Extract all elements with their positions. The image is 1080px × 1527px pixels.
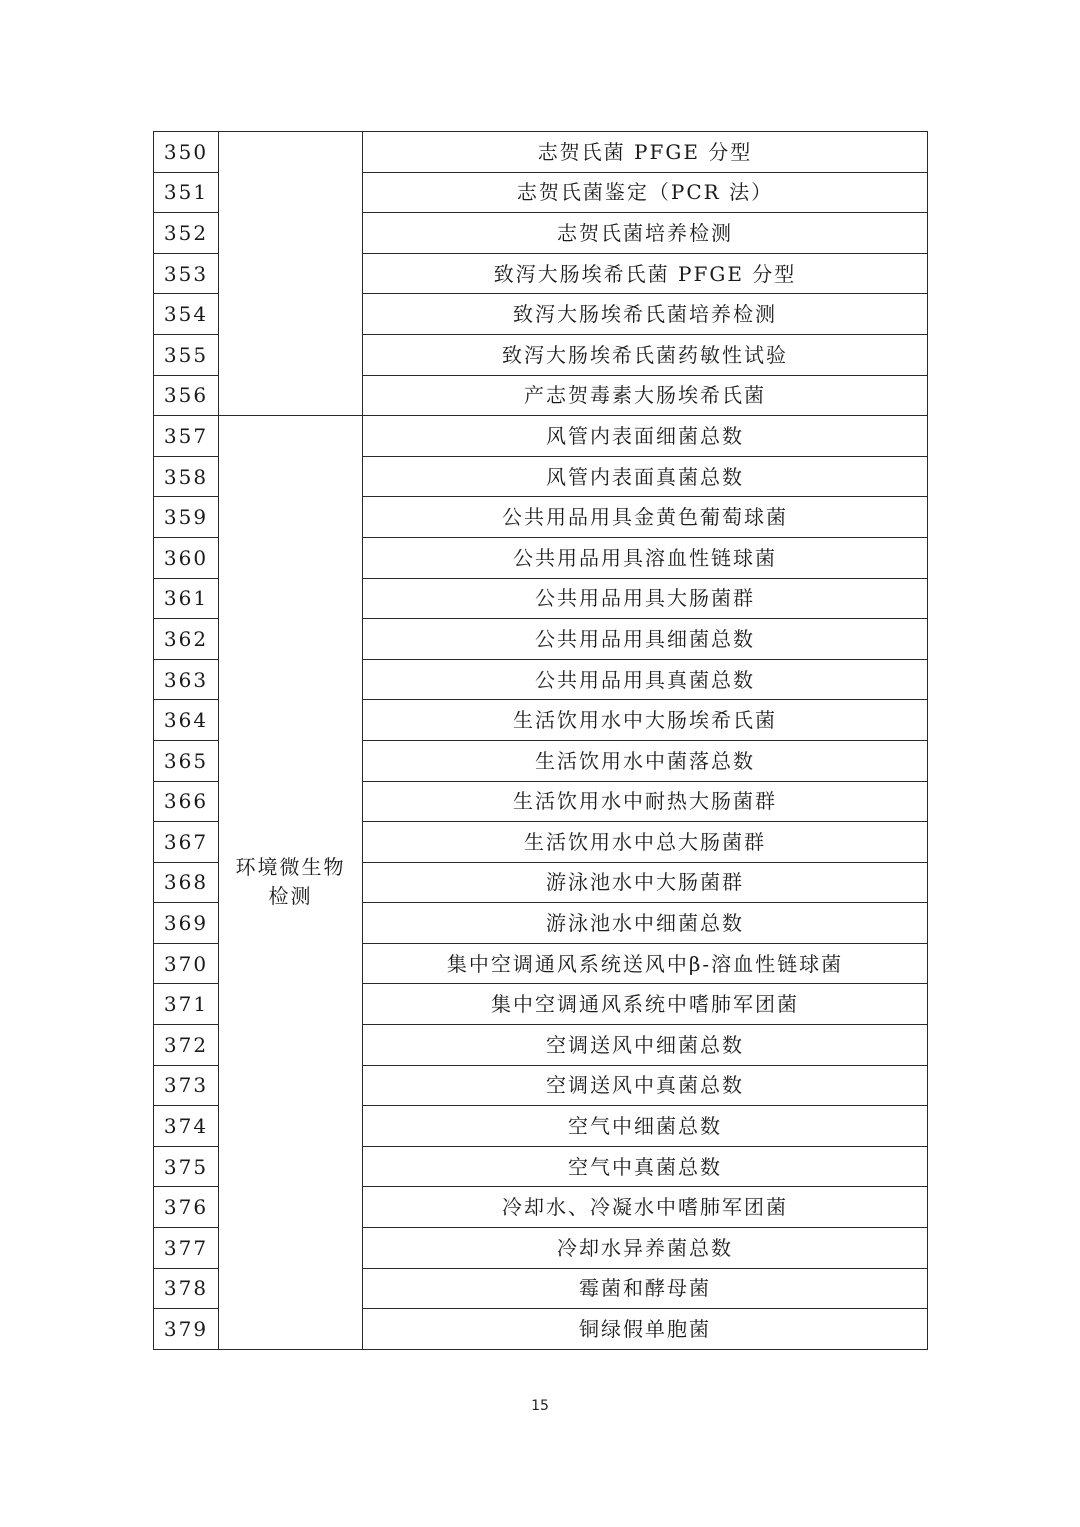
- item-name: 游泳池水中细菌总数: [363, 903, 928, 944]
- category-cell: [219, 416, 363, 1350]
- item-name: 空气中细菌总数: [363, 1106, 928, 1147]
- row-number: 363: [154, 659, 219, 700]
- row-number: 370: [154, 943, 219, 984]
- row-number: 367: [154, 822, 219, 863]
- row-number: 353: [154, 253, 219, 294]
- item-name: 志贺氏菌培养检测: [363, 213, 928, 254]
- table-row: [154, 132, 928, 173]
- row-number: 351: [154, 172, 219, 213]
- row-number: 358: [154, 456, 219, 497]
- item-name: 风管内表面真菌总数: [363, 456, 928, 497]
- row-number: 377: [154, 1228, 219, 1269]
- item-name: 集中空调通风系统中嗜肺军团菌: [363, 984, 928, 1025]
- row-number: 354: [154, 294, 219, 335]
- row-number: 350: [154, 132, 219, 173]
- item-name: 公共用品用具真菌总数: [363, 659, 928, 700]
- row-number: 362: [154, 619, 219, 660]
- item-name: 公共用品用具溶血性链球菌: [363, 537, 928, 578]
- row-number: 361: [154, 578, 219, 619]
- row-number: 372: [154, 1025, 219, 1066]
- row-number: 357: [154, 416, 219, 457]
- item-name: 冷却水、冷凝水中嗜肺军团菌: [363, 1187, 928, 1228]
- item-name: 致泻大肠埃希氏菌 PFGE 分型: [363, 253, 928, 294]
- item-name: 生活饮用水中大肠埃希氏菌: [363, 700, 928, 741]
- row-number: 375: [154, 1146, 219, 1187]
- item-name: 志贺氏菌 PFGE 分型: [363, 132, 928, 173]
- row-number: 360: [154, 537, 219, 578]
- row-number: 359: [154, 497, 219, 538]
- item-name: 冷却水异养菌总数: [363, 1228, 928, 1269]
- category-label: 环境微生物检测: [235, 855, 346, 909]
- item-name: 铜绿假单胞菌: [363, 1309, 928, 1350]
- item-name: 产志贺毒素大肠埃希氏菌: [363, 375, 928, 416]
- item-name: 生活饮用水中菌落总数: [363, 740, 928, 781]
- item-name: 生活饮用水中总大肠菌群: [363, 822, 928, 863]
- row-number: 356: [154, 375, 219, 416]
- category-cell: [219, 132, 363, 416]
- table-row: [154, 416, 928, 457]
- row-number: 366: [154, 781, 219, 822]
- row-number: 374: [154, 1106, 219, 1147]
- item-name: 致泻大肠埃希氏菌药敏性试验: [363, 334, 928, 375]
- row-number: 365: [154, 740, 219, 781]
- item-name: 游泳池水中大肠菌群: [363, 862, 928, 903]
- item-name: 公共用品用具细菌总数: [363, 619, 928, 660]
- item-name: 致泻大肠埃希氏菌培养检测: [363, 294, 928, 335]
- item-name: 风管内表面细菌总数: [363, 416, 928, 457]
- item-name: 公共用品用具金黄色葡萄球菌: [363, 497, 928, 538]
- row-number: 379: [154, 1309, 219, 1350]
- row-number: 378: [154, 1268, 219, 1309]
- items-table-body: [154, 132, 928, 1350]
- item-name: 空调送风中细菌总数: [363, 1025, 928, 1066]
- page-number: 15: [531, 1398, 549, 1414]
- row-number: 369: [154, 903, 219, 944]
- item-name: 霉菌和酵母菌: [363, 1268, 928, 1309]
- item-name: 空调送风中真菌总数: [363, 1065, 928, 1106]
- item-name: 志贺氏菌鉴定（PCR 法）: [363, 172, 928, 213]
- row-number: 352: [154, 213, 219, 254]
- row-number: 371: [154, 984, 219, 1025]
- row-number: 376: [154, 1187, 219, 1228]
- item-name: 集中空调通风系统送风中β-溶血性链球菌: [363, 943, 928, 984]
- item-name: 公共用品用具大肠菌群: [363, 578, 928, 619]
- item-name: 空气中真菌总数: [363, 1146, 928, 1187]
- row-number: 373: [154, 1065, 219, 1106]
- items-table: [153, 131, 928, 1350]
- row-number: 364: [154, 700, 219, 741]
- row-number: 368: [154, 862, 219, 903]
- item-name: 生活饮用水中耐热大肠菌群: [363, 781, 928, 822]
- row-number: 355: [154, 334, 219, 375]
